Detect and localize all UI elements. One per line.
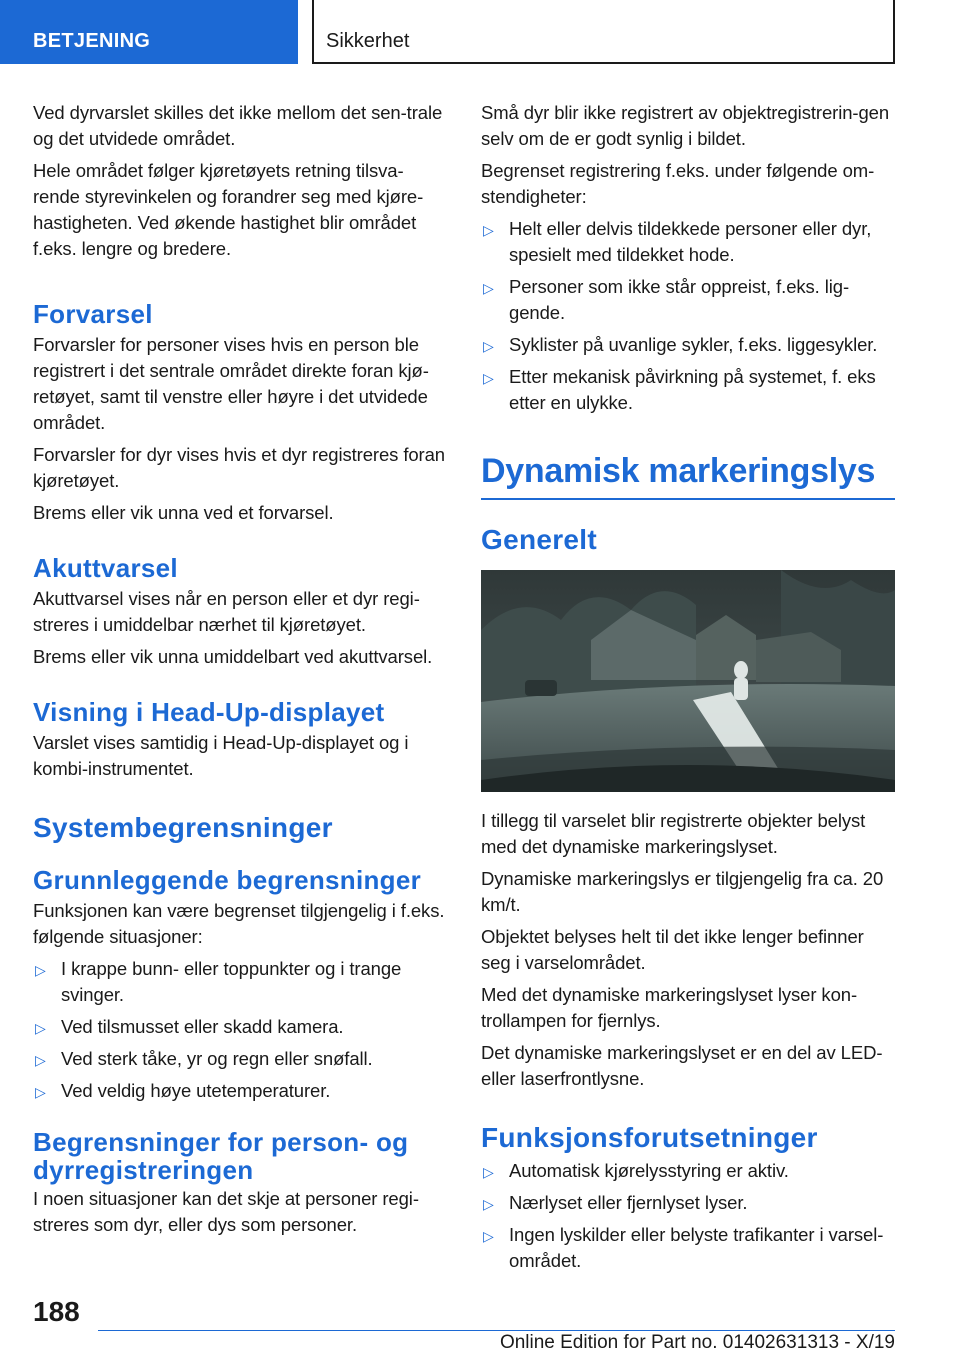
bullet-list — [33, 956, 447, 1104]
section-title: Sikkerhet — [312, 0, 895, 64]
list-item: ▷ Ved sterk tåke, yr og regn eller snøfall. — [33, 1046, 447, 1072]
list-item: ▷ Personer som ikke står oppreist, f.eks. lig-gende. — [483, 276, 850, 323]
list-item: ▷ Nærlyset eller fjernlyset lyser. — [481, 1190, 895, 1216]
triangle-bullet-icon: ▷ — [35, 1052, 46, 1068]
heading-funksjonsforutsetninger: Funksjonsforutsetninger — [481, 1122, 818, 1153]
heading-grunnleggende: Grunnleggende begrensninger — [33, 865, 422, 895]
list-item: ▷ I krappe bunn- eller toppunkter og i trange svinger. — [35, 958, 402, 1005]
bullet-list — [481, 216, 895, 416]
triangle-bullet-icon: ▷ — [483, 1164, 494, 1180]
heading-systembegrensninger: Systembegrensninger — [33, 812, 333, 843]
triangle-bullet-icon: ▷ — [35, 1084, 46, 1100]
footer-edition: Online Edition for Part no. 01402631313 - X/19 — [499, 1332, 895, 1353]
chapter-tab: BETJENING — [0, 0, 298, 64]
triangle-bullet-icon: ▷ — [483, 1196, 494, 1212]
triangle-bullet-icon: ▷ — [483, 222, 494, 238]
right-column — [481, 100, 895, 1284]
triangle-bullet-icon: ▷ — [483, 280, 494, 296]
night-road-illustration — [481, 570, 895, 792]
paragraph: Objektet belyses helt til det ikke lenger befinner seg i varselområdet. — [481, 926, 864, 973]
paragraph: Begrenset registrering f.eks. under følgende om-stendigheter: — [481, 160, 875, 207]
paragraph: I tillegg til varselet blir registrerte objekter belyst med det dynamiske markeringslyset. — [481, 810, 866, 857]
paragraph: Forvarsler for dyr vises hvis et dyr registreres foran kjøretøyet. — [33, 444, 445, 491]
list-item: ▷ Helt eller delvis tildekkede personer eller dyr, spesielt med tildekket hode. — [483, 218, 872, 265]
paragraph: Hele området følger kjøretøyets retning tilsva-rende styrevinkelen og forandrer seg med kjøre-hastigheten. Ved økende hastighet blir området f.eks. lengre og bredere. — [33, 160, 424, 259]
paragraph: I noen situasjoner kan det skje at personer regi-streres som dyr, eller dys som personer. — [33, 1188, 419, 1235]
paragraph: Ved dyrvarslet skilles det ikke mellom det sen-trale og det utvidede området. — [33, 102, 443, 149]
triangle-bullet-icon: ▷ — [483, 1228, 494, 1244]
triangle-bullet-icon: ▷ — [35, 1020, 46, 1036]
paragraph: Akuttvarsel vises når en person eller et dyr regi-streres i umiddelbar nærhet til kjøretøyet. — [33, 588, 420, 635]
list-item: ▷ Syklister på uvanlige sykler, f.eks. liggesykler. — [481, 332, 895, 358]
list-item: ▷ Ved tilsmusset eller skadd kamera. — [33, 1014, 447, 1040]
list-item: ▷ Automatisk kjørelysstyring er aktiv. — [481, 1158, 895, 1184]
page-number: 188 — [33, 1296, 80, 1327]
paragraph: Funksjonen kan være begrenset tilgjengelig i f.eks. følgende situasjoner: — [33, 900, 445, 947]
bullet-list — [481, 1158, 895, 1274]
left-column — [33, 100, 447, 1244]
paragraph: Små dyr blir ikke registrert av objektregistrerin-gen selv om de er godt synlig i bildet. — [481, 102, 890, 149]
paragraph: Det dynamiske markeringslyset er en del av LED- eller laserfrontlysne. — [481, 1042, 883, 1089]
paragraph: Dynamiske markeringslys er tilgjengelig fra ca. 20 km/t. — [481, 868, 884, 915]
heading-forvarsel: Forvarsel — [33, 299, 153, 329]
paragraph: Forvarsler for personer vises hvis en person ble registrert i det sentrale området direkte foran kjø-retøyet, samt til venstre eller høyre i det utvidede området. — [33, 334, 429, 433]
paragraph: Med det dynamiske markeringslyset lyser kon-trollampen for fjernlys. — [481, 984, 858, 1031]
footer-divider — [98, 1330, 895, 1331]
list-item: ▷ Etter mekanisk påvirkning på systemet, f. eks etter en ulykke. — [483, 366, 876, 413]
triangle-bullet-icon: ▷ — [483, 338, 494, 354]
paragraph: Brems eller vik unna ved et forvarsel. — [33, 502, 334, 523]
heading-akuttvarsel: Akuttvarsel — [33, 553, 178, 583]
paragraph: Brems eller vik unna umiddelbart ved akuttvarsel. — [33, 646, 433, 667]
list-item: ▷ Ved veldig høye utetemperaturer. — [33, 1078, 447, 1104]
heading-hud: Visning i Head-Up-displayet — [33, 697, 385, 727]
list-item: ▷ Ingen lyskilder eller belyste trafikanter i varsel-området. — [483, 1224, 884, 1271]
heading-dynamisk-markeringslys: Dynamisk markeringslys — [481, 450, 895, 500]
heading-begrensninger-person: Begrensninger for person- og dyrregistreringen — [33, 1127, 409, 1185]
paragraph: Varslet vises samtidig i Head-Up-displayet og i kombi-instrumentet. — [33, 732, 409, 779]
triangle-bullet-icon: ▷ — [35, 962, 46, 978]
triangle-bullet-icon: ▷ — [483, 370, 494, 386]
heading-generelt: Generelt — [481, 524, 597, 555]
